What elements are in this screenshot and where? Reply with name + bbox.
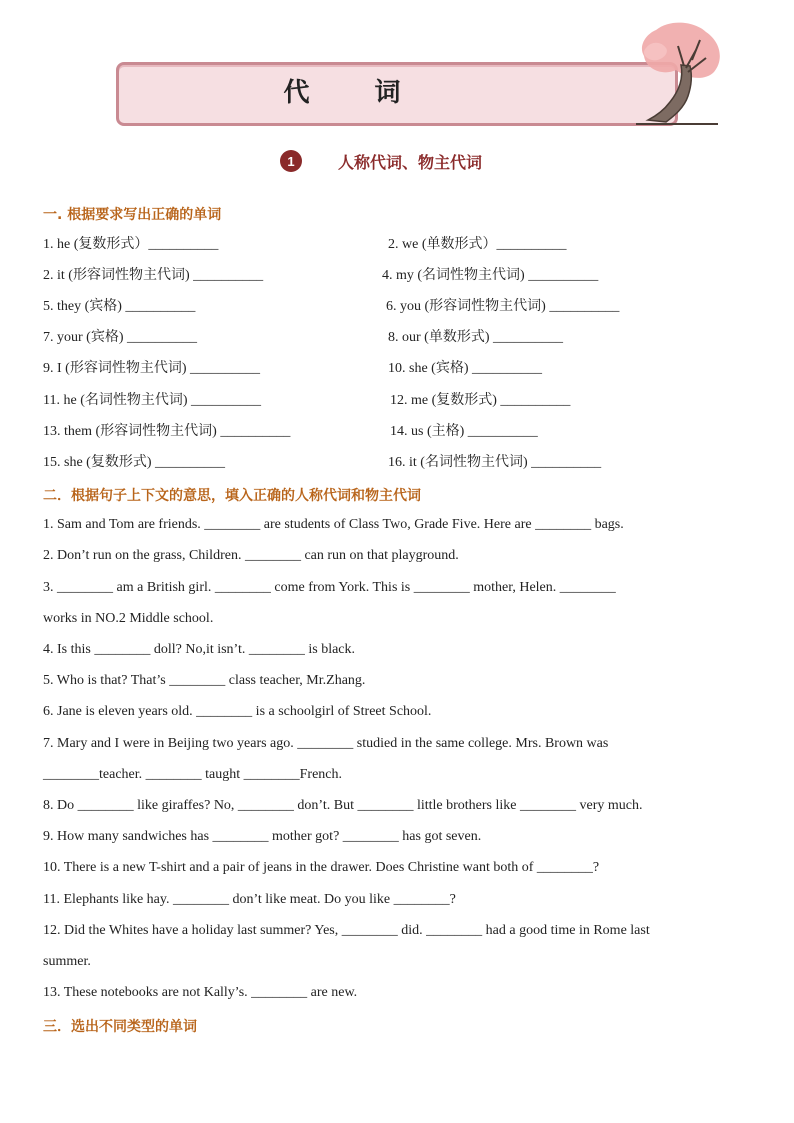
sentence-line: 4. Is this ________ doll? No,it isn’t. ________ is black. (43, 642, 356, 657)
sentence-line: 7. Mary and I were in Beijing two years ago. ________ studied in the same college. Mrs. Brown was (43, 736, 609, 751)
sentence-line: works in NO.2 Middle school. (43, 611, 214, 626)
page-title: 代 词 (283, 78, 429, 108)
exercise-item: 11. he (名词性物主代词) __________ (43, 393, 262, 408)
section2-heading: 二．根据句子上下文的意思，填入正确的人称代词和物主代词 (43, 488, 421, 504)
sentence-line: ________teacher. ________ taught ________French. (43, 767, 343, 782)
sentence-line: 10. There is a new T-shirt and a pair of jeans in the drawer. Does Christine want both of ________? (43, 860, 600, 875)
sentence-line: 3. ________ am a British girl. ________ come from York. This is ________ mother, Helen. ________ (43, 580, 616, 595)
exercise-item: 16. it (名词性物主代词) __________ (388, 455, 602, 470)
sentence-line: summer. (43, 954, 91, 969)
sentence-line: 1. Sam and Tom are friends. ________ are students of Class Two, Grade Five. Here are ________ bags. (43, 517, 624, 532)
sentence-line: 9. How many sandwiches has ________ mother got? ________ has got seven. (43, 829, 482, 844)
sentence-line: 11. Elephants like hay. ________ don’t like meat. Do you like ________? (43, 892, 456, 907)
lesson-number-badge: 1 (280, 150, 302, 172)
exercise-item: 14. us (主格) __________ (390, 424, 538, 439)
section1-heading: 一. 根据要求写出正确的单词 (43, 207, 222, 223)
exercise-item: 8. our (单数形式) __________ (388, 330, 563, 345)
exercise-item: 13. them (形容词性物主代词) __________ (43, 424, 291, 439)
sentence-line: 13. These notebooks are not Kally’s. ________ are new. (43, 985, 358, 1000)
lesson-title: 人称代词、物主代词 (338, 152, 483, 172)
title-banner (116, 62, 676, 124)
exercise-item: 12. me (复数形式) __________ (390, 393, 571, 408)
section3-heading: 三．选出不同类型的单词 (43, 1019, 197, 1035)
tree-decoration-icon (626, 20, 726, 130)
sentence-line: 12. Did the Whites have a holiday last summer? Yes, ________ did. ________ had a good time in Rome last (43, 923, 650, 938)
exercise-item: 4. my (名词性物主代词) __________ (382, 268, 599, 283)
lesson-subtitle (280, 148, 482, 174)
sentence-line: 6. Jane is eleven years old. ________ is a schoolgirl of Street School. (43, 704, 432, 719)
exercise-item: 1. he (复数形式）__________ (43, 237, 219, 252)
exercise-item: 6. you (形容词性物主代词) __________ (386, 299, 620, 314)
exercise-item: 7. your (宾格) __________ (43, 330, 197, 345)
exercise-item: 9. I (形容词性物主代词) __________ (43, 361, 260, 376)
sentence-line: 5. Who is that? That’s ________ class teacher, Mr.Zhang. (43, 673, 366, 688)
exercise-item: 2. it (形容词性物主代词) __________ (43, 268, 264, 283)
exercise-item: 2. we (单数形式）__________ (388, 237, 567, 252)
exercise-item: 5. they (宾格) __________ (43, 299, 196, 314)
exercise-item: 10. she (宾格) __________ (388, 361, 542, 376)
sentence-line: 2. Don’t run on the grass, Children. ________ can run on that playground. (43, 548, 459, 563)
sentence-line: 8. Do ________ like giraffes? No, ________ don’t. But ________ little brothers like ________ very much. (43, 798, 643, 813)
exercise-item: 15. she (复数形式) __________ (43, 455, 225, 470)
